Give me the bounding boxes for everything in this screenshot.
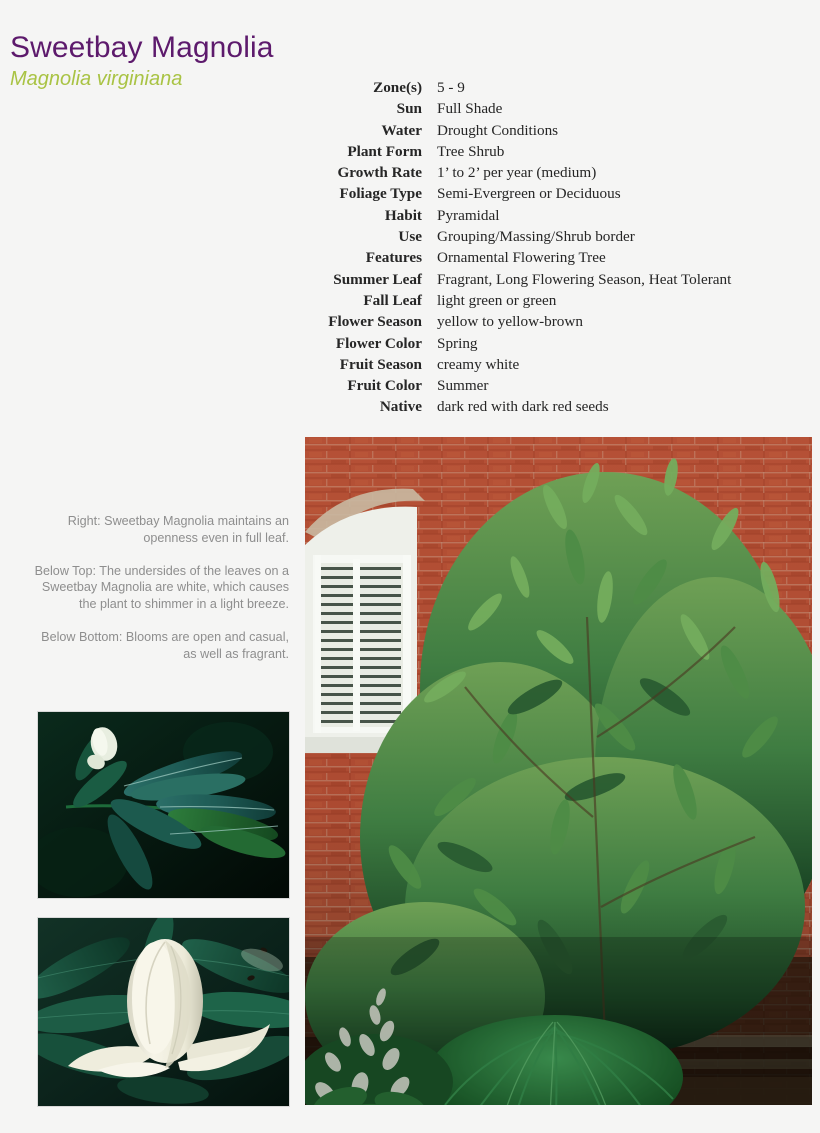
- attribute-value: 1’ to 2’ per year (medium): [437, 164, 597, 182]
- attribute-label: Fruit Season: [339, 355, 422, 373]
- attribute-value: Fragrant, Long Flowering Season, Heat Tolerant: [437, 270, 732, 288]
- attribute-value: Tree Shrub: [437, 142, 505, 160]
- attribute-value: Spring: [437, 334, 478, 352]
- main-photo-illustration: [305, 437, 812, 1105]
- attribute-row: [300, 141, 731, 162]
- attribute-label: Plant Form: [347, 142, 422, 160]
- attribute-row: [300, 162, 731, 183]
- bloom-photo-illustration: [38, 918, 289, 1106]
- leaf-photo-illustration: [38, 712, 289, 898]
- attribute-value: Semi-Evergreen or Deciduous: [437, 185, 621, 203]
- attribute-row: [300, 269, 731, 290]
- attribute-label: Water: [381, 121, 422, 139]
- attribute-value: Summer: [437, 377, 489, 395]
- attribute-value: Drought Conditions: [437, 121, 559, 139]
- attribute-value: light green or green: [437, 291, 557, 309]
- attribute-row: [300, 311, 731, 332]
- attribute-label: Fall Leaf: [363, 291, 422, 309]
- attribute-row: [300, 396, 731, 417]
- attribute-label: Habit: [384, 206, 422, 224]
- attribute-row: [300, 183, 731, 204]
- attribute-label: Foliage Type: [339, 185, 422, 203]
- page-title: Sweetbay Magnolia: [10, 31, 274, 64]
- attribute-row: [300, 290, 731, 311]
- attribute-value: dark red with dark red seeds: [437, 398, 609, 416]
- main-photo-shrub-against-brick-wall: [305, 437, 812, 1105]
- leaf-underside-photo: [37, 711, 290, 899]
- attribute-label: Summer Leaf: [333, 270, 422, 288]
- attribute-label: Flower Season: [328, 313, 422, 331]
- attribute-row: [300, 77, 731, 98]
- attribute-label: Growth Rate: [337, 164, 422, 182]
- attribute-label: Flower Color: [335, 334, 422, 352]
- attribute-row: [300, 354, 731, 375]
- attribute-label: Use: [398, 228, 422, 246]
- attribute-label: Native: [379, 398, 422, 416]
- caption-below-bottom: Below Bottom: Blooms are open and casual, as well as fragrant.: [41, 629, 289, 661]
- attribute-value: Ornamental Flowering Tree: [437, 249, 606, 267]
- attribute-row: [300, 120, 731, 141]
- attribute-value: Full Shade: [437, 100, 503, 118]
- attribute-label: Sun: [396, 100, 422, 118]
- attribute-value: Pyramidal: [437, 206, 500, 224]
- page-title-block: [10, 32, 274, 90]
- attribute-value: creamy white: [437, 355, 520, 373]
- attribute-row: [300, 205, 731, 226]
- attribute-value: 5 - 9: [437, 79, 465, 96]
- attribute-label: Fruit Color: [347, 377, 422, 395]
- attribute-row: [300, 98, 731, 119]
- plant-attributes-body: [300, 77, 731, 418]
- attribute-label: Features: [365, 249, 422, 267]
- caption-below-top: Below Top: The undersides of the leaves on a Sweetbay Magnolia are white, which causes the plant to shimmer in a light breeze.: [34, 563, 289, 612]
- plant-attributes-table: [300, 77, 731, 418]
- attribute-label: Zone(s): [373, 79, 422, 96]
- attribute-value: Grouping/Massing/Shrub border: [437, 228, 635, 246]
- photo-captions: [30, 513, 289, 663]
- bloom-closeup-photo: [37, 917, 290, 1107]
- attribute-row: [300, 333, 731, 354]
- caption-right-photo: Right: Sweetbay Magnolia maintains an openness even in full leaf.: [67, 514, 289, 545]
- botanical-name: Magnolia virginiana: [10, 68, 183, 91]
- attribute-row: [300, 226, 731, 247]
- attribute-value: yellow to yellow-brown: [437, 313, 583, 331]
- attribute-row: [300, 247, 731, 268]
- attribute-row: [300, 375, 731, 396]
